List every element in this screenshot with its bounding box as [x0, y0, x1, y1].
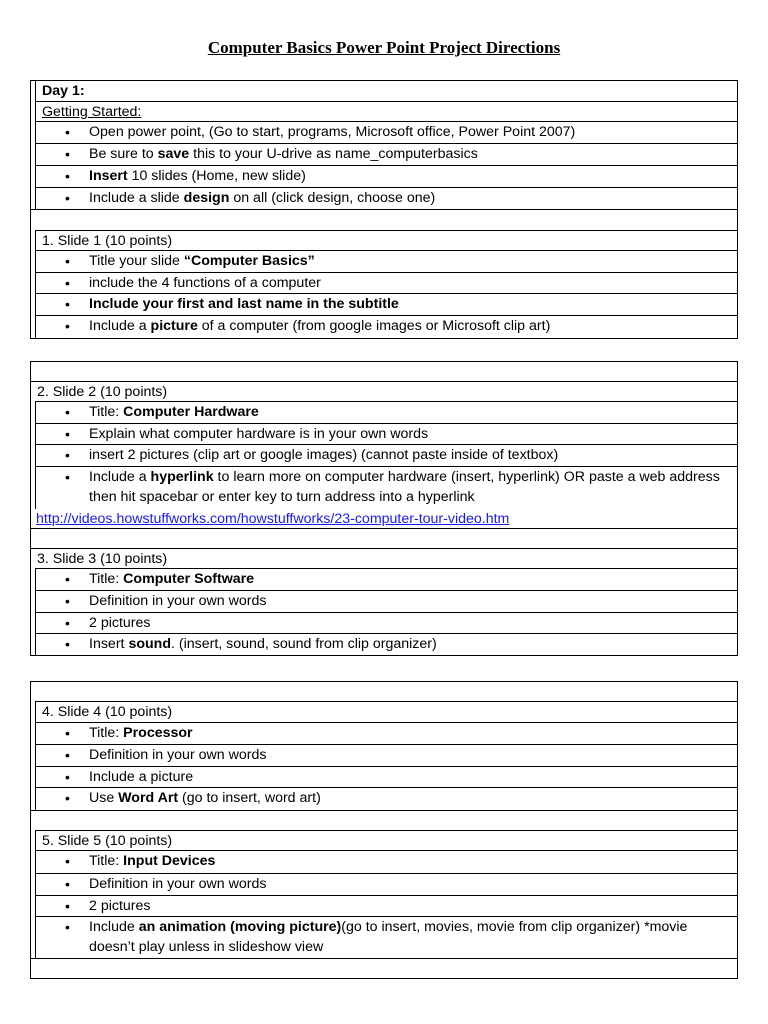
slides-4-5-table	[30, 681, 738, 979]
spacer-row	[31, 810, 737, 830]
list-item: • Use Word Art (go to insert, word art)	[35, 787, 737, 810]
list-item: • Title: Input Devices	[35, 850, 737, 873]
slide3-header: 3. Slide 3 (10 points)	[31, 548, 737, 568]
page-title: Computer Basics Power Point Project Directions	[207, 38, 561, 57]
spacer-row	[31, 958, 737, 978]
spacer-row	[31, 362, 737, 381]
list-item: • Open power point, (Go to start, programs, Microsoft office, Power Point 2007)	[35, 121, 737, 143]
list-item: • Include a picture of a computer (from google images or Microsoft clip art)	[35, 315, 737, 338]
list-item: • Include your first and last name in the subtitle	[35, 293, 737, 315]
day-header: Day 1:	[35, 81, 737, 101]
list-item: • include the 4 functions of a computer	[35, 272, 737, 293]
list-item: • Title: Computer Software	[35, 568, 737, 590]
spacer-row	[31, 682, 737, 701]
list-item: • Explain what computer hardware is in your own words	[35, 423, 737, 444]
list-item: • Title: Processor	[35, 722, 737, 744]
list-item: • Insert sound. (insert, sound, sound from clip organizer)	[35, 633, 737, 655]
slide1-header: 1. Slide 1 (10 points)	[35, 230, 737, 250]
spacer-row	[31, 528, 737, 548]
list-item: • Title your slide “Computer Basics”	[35, 250, 737, 272]
list-item: • Include a slide design on all (click design, choose one)	[35, 187, 737, 209]
list-item: • insert 2 pictures (clip art or google images) (cannot paste inside of textbox)	[35, 444, 737, 466]
spacer-row	[31, 209, 737, 230]
list-item: • Insert 10 slides (Home, new slide)	[35, 165, 737, 187]
list-item: • 2 pictures	[35, 895, 737, 916]
list-item: • Definition in your own words	[35, 744, 737, 766]
slide5-header: 5. Slide 5 (10 points)	[35, 830, 737, 850]
getting-started-label: Getting Started:	[35, 101, 737, 121]
slide2-header: 2. Slide 2 (10 points)	[31, 381, 737, 401]
day1-table	[30, 80, 738, 339]
list-item: • Include a hyperlink to learn more on computer hardware (insert, hyperlink) OR paste a web address then hit spacebar or enter key to turn address into a hyperlink	[35, 466, 737, 509]
list-item: • 2 pictures	[35, 612, 737, 633]
link-row[interactable]	[31, 509, 737, 528]
list-item: • Definition in your own words	[35, 873, 737, 895]
list-item: • Definition in your own words	[35, 590, 737, 612]
list-item: • Include an animation (moving picture)(go to insert, movies, movie from clip organizer) *movie doesn’t play unless in slideshow view	[35, 916, 737, 958]
slide4-header: 4. Slide 4 (10 points)	[35, 701, 737, 722]
list-item: • Include a picture	[35, 766, 737, 787]
list-item: • Be sure to save this to your U-drive as name_computerbasics	[35, 143, 737, 165]
slides-2-3-table	[30, 361, 738, 656]
list-item: • Title: Computer Hardware	[35, 401, 737, 423]
howstuffworks-link[interactable]: http://videos.howstuffworks.com/howstuffworks/23-computer-tour-video.htm	[36, 511, 510, 527]
